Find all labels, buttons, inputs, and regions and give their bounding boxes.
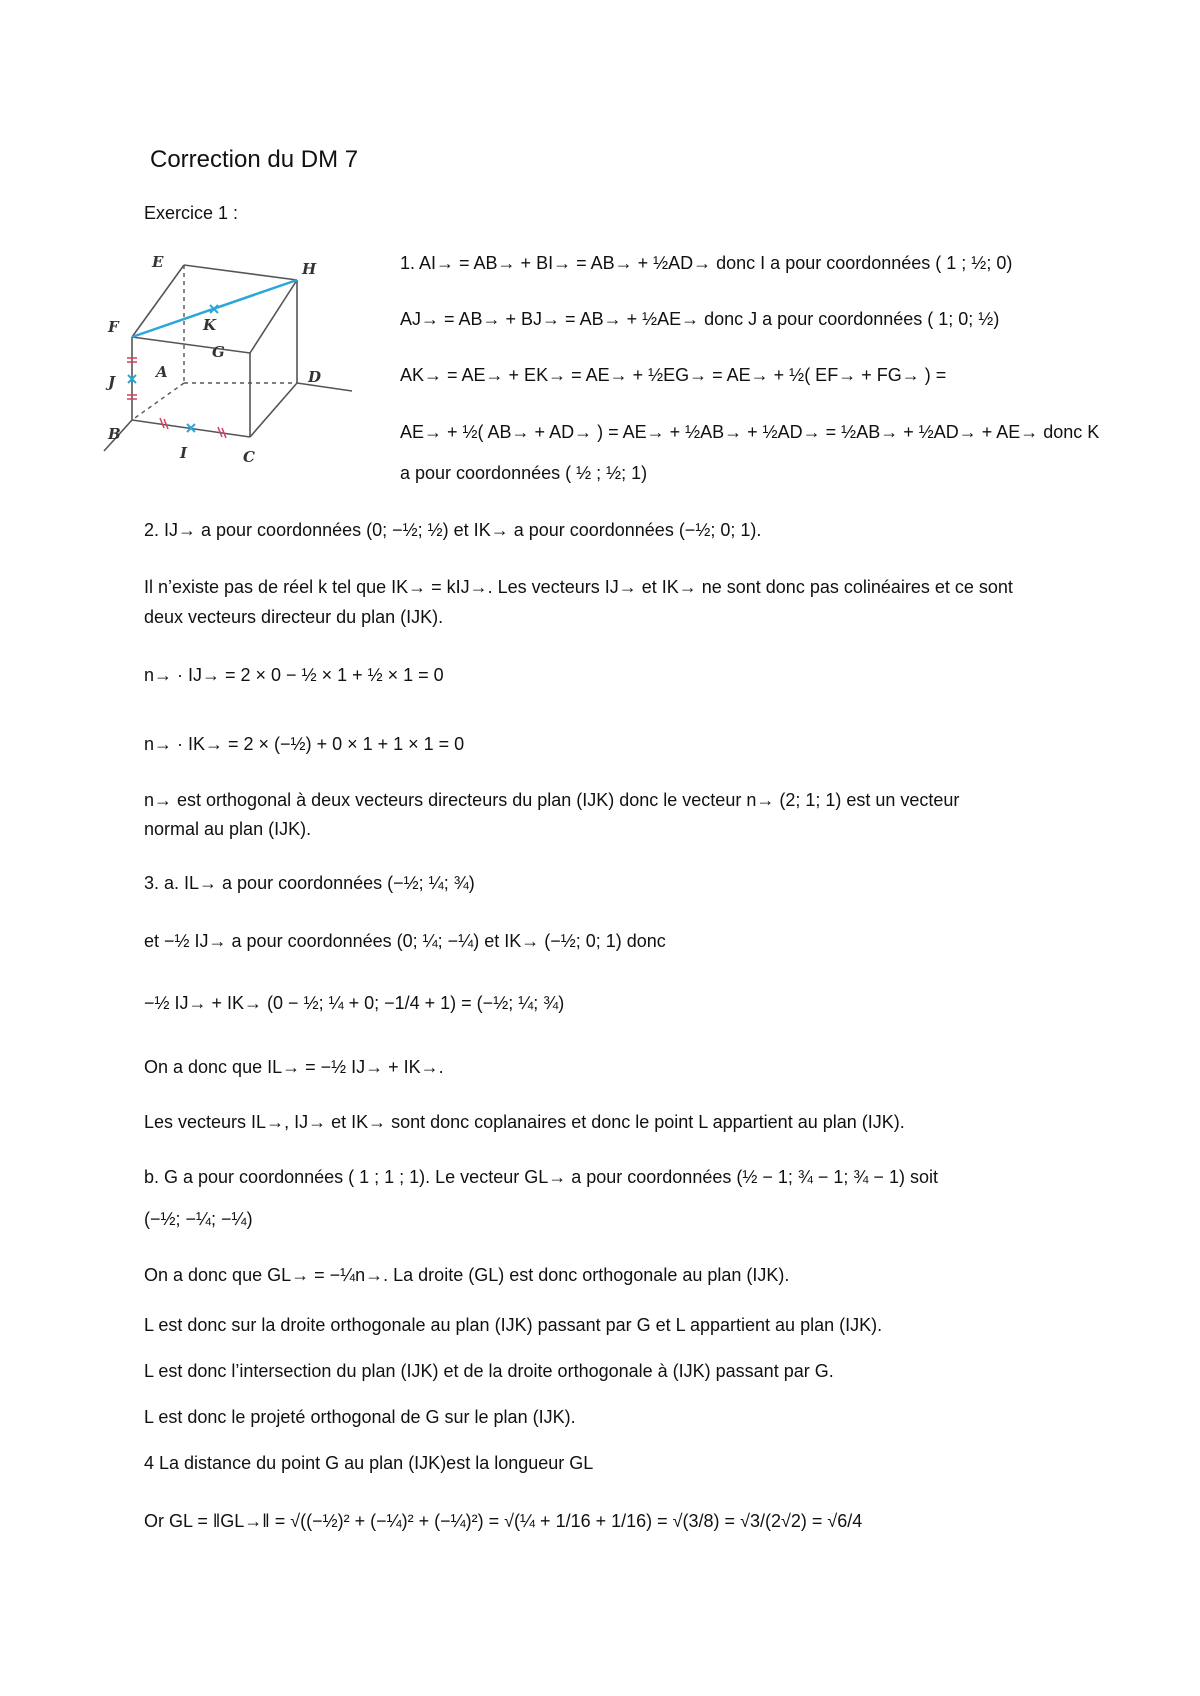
answer-3a-combo: et −½ IJ→ a pour coordonnées (0; ¼; −¼) et IK→ (−½; 0; 1) donc <box>144 931 666 951</box>
answer-3a-coplanar: Les vecteurs IL→, IJ→ et IK→ sont donc coplanaires et donc le point L appartient au plan (IJK). <box>144 1112 905 1132</box>
answer-1-ai: 1. AI→ = AB→ + BI→ = AB→ + ½AD→ donc I a pour coordonnées ( 1 ; ½; 0) <box>400 253 1013 273</box>
answer-3b-gl-coords: (−½; −¼; −¼) <box>144 1209 253 1229</box>
answer-1-ak-cont: AE→ + ½( AB→ + AD→ ) = AE→ + ½AB→ + ½AD→ = ½AB→ + ½AD→ + AE→ donc K <box>400 422 1100 442</box>
answer-2-noncolinear: Il n’existe pas de réel k tel que IK→ = kIJ→. Les vecteurs IJ→ et IK→ ne sont donc pas colinéaires et ce sont <box>144 577 1013 597</box>
label-J: J <box>108 373 116 391</box>
answer-2-coords: 2. IJ→ a pour coordonnées (0; −½; ½) et IK→ a pour coordonnées (−½; 0; 1). <box>144 520 762 540</box>
answer-1-k-coords: a pour coordonnées ( ½ ; ½; 1) <box>400 463 648 483</box>
answer-2-normal: n→ est orthogonal à deux vecteurs directeurs du plan (IJK) donc le vecteur n→ (2; 1; 1) est un vecteur <box>144 790 960 810</box>
label-K: K <box>203 316 217 334</box>
answer-4-distance: 4 La distance du point G au plan (IJK)est la longueur GL <box>144 1453 594 1473</box>
answer-2-dot-ij: n→ · IJ→ = 2 × 0 − ½ × 1 + ½ × 1 = 0 <box>144 665 444 685</box>
answer-3b-line: L est donc sur la droite orthogonale au plan (IJK) passant par G et L appartient au plan (IJK). <box>144 1315 883 1335</box>
answer-2-dot-ik: n→ · IK→ = 2 × (−½) + 0 × 1 + 1 × 1 = 0 <box>144 734 465 754</box>
page-title: Correction du DM 7 <box>150 146 359 173</box>
cube-figure <box>100 255 360 490</box>
answer-3b-projection: L est donc le projeté orthogonal de G sur le plan (IJK). <box>144 1407 576 1427</box>
label-I: I <box>180 444 188 462</box>
answer-3a-conclusion: On a donc que IL→ = −½ IJ→ + IK→. <box>144 1057 444 1077</box>
label-B: B <box>108 425 121 443</box>
answer-3a-sum: −½ IJ→ + IK→ (0 − ½; ¼ + 0; −1/4 + 1) = (−½; ¼; ¾) <box>144 993 565 1013</box>
exercise-heading: Exercice 1 : <box>144 203 239 223</box>
answer-2-directors: deux vecteurs directeur du plan (IJK). <box>144 607 444 627</box>
answer-2-normal-cont: normal au plan (IJK). <box>144 819 312 839</box>
label-C: C <box>243 448 255 466</box>
answer-3b-gl: b. G a pour coordonnées ( 1 ; 1 ; 1). Le vecteur GL→ a pour coordonnées (½ − 1; ¾ − 1; ¾ − 1) soit <box>144 1167 938 1187</box>
answer-3a-il: 3. a. IL→ a pour coordonnées (−½; ¼; ¾) <box>144 873 475 893</box>
label-E: E <box>152 255 164 271</box>
answer-1-aj: AJ→ = AB→ + BJ→ = AB→ + ½AE→ donc J a pour coordonnées ( 1; 0; ½) <box>400 309 1000 329</box>
label-H: H <box>302 260 317 278</box>
label-D: D <box>308 368 322 386</box>
label-F: F <box>108 318 119 336</box>
answer-4-gl-length: Or GL = ‖GL→‖ = √((−½)² + (−¼)² + (−¼)²) = √(¼ + 1/16 + 1/16) = √(3/8) = √3/(2√2) = √6/4 <box>144 1511 863 1531</box>
answer-3b-intersection: L est donc l’intersection du plan (IJK) et de la droite orthogonale à (IJK) passant par G. <box>144 1361 834 1381</box>
answer-3b-orthogonal: On a donc que GL→ = −¼n→. La droite (GL) est donc orthogonale au plan (IJK). <box>144 1265 790 1285</box>
label-G: G <box>212 343 225 361</box>
label-A: A <box>156 363 168 381</box>
answer-1-ak: AK→ = AE→ + EK→ = AE→ + ½EG→ = AE→ + ½( EF→ + FG→ ) = <box>400 365 947 385</box>
